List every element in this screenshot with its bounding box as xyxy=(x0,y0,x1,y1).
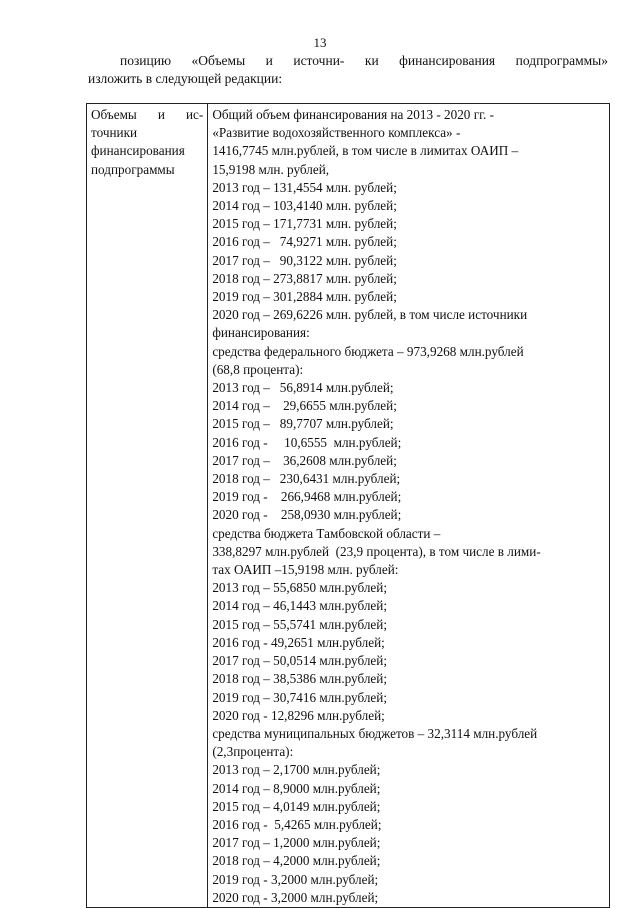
intro-line-2: изложить в следующей редакции: xyxy=(88,71,283,86)
intro-word: «Объемы xyxy=(191,53,246,68)
total-year-line: 2016 год – 74,9271 млн. рублей; xyxy=(212,234,397,250)
intro-word: подпрограммы» xyxy=(515,53,608,68)
federal-year-line: 2014 год – 29,6655 млн.рублей; xyxy=(212,398,397,414)
regional-header-line: средства бюджета Тамбовской области – xyxy=(212,525,441,541)
label-line xyxy=(91,106,203,124)
municipal-year-line: 2015 год – 4,0149 млн.рублей; xyxy=(212,798,381,814)
regional-year-line: 2016 год - 49,2651 млн.рублей; xyxy=(212,634,385,650)
intro-word: и xyxy=(265,53,273,68)
regional-header-line: тах ОАИП –15,9198 млн. рублей: xyxy=(212,562,399,578)
label-cell xyxy=(87,104,208,908)
federal-header-line: (68,8 процента): xyxy=(212,361,304,377)
federal-year-line: 2016 год - 10,6555 млн.рублей; xyxy=(212,434,402,450)
header-line: 1416,7745 млн.рублей, в том числе в лимитах ОАИП – xyxy=(212,143,519,159)
header-line: «Развитие водохозяйственного комплекса» - xyxy=(212,125,461,141)
federal-year-line: 2013 год – 56,8914 млн.рублей; xyxy=(212,380,394,396)
header-line: Общий объем финансирования на 2013 - 2020 гг. - xyxy=(212,107,495,122)
total-year-line: 2014 год – 103,4140 млн. рублей; xyxy=(212,198,397,214)
total-year-line: 2017 год – 90,3122 млн. рублей; xyxy=(212,252,397,268)
municipal-header-line: (2,3процента): xyxy=(212,744,294,760)
intro-word: ки xyxy=(364,53,379,68)
regional-year-line: 2013 год – 55,6850 млн.рублей; xyxy=(212,580,387,596)
total-year-line: финансирования: xyxy=(212,325,310,341)
regional-year-line: 2015 год – 55,5741 млн.рублей; xyxy=(212,616,387,632)
label-word: и xyxy=(157,107,165,122)
content-cell xyxy=(208,104,610,908)
total-year-line: 2020 год – 269,6226 млн. рублей, в том числе источники xyxy=(212,307,528,323)
label-line: подпрограммы xyxy=(91,161,175,177)
municipal-year-line: 2020 год - 3,2000 млн.рублей; xyxy=(212,889,379,905)
intro-paragraph xyxy=(88,52,608,88)
page-number: 13 xyxy=(313,35,327,50)
municipal-year-line: 2019 год - 3,2000 млн.рублей; xyxy=(212,871,379,887)
label-line: финансирования xyxy=(91,143,185,159)
municipal-year-line: 2018 год – 4,2000 млн.рублей; xyxy=(212,853,381,869)
federal-year-line: 2015 год – 89,7707 млн.рублей; xyxy=(212,416,394,432)
table-row xyxy=(87,104,610,908)
label-word: Объемы xyxy=(91,107,137,122)
federal-year-line: 2020 год - 258,0930 млн.рублей; xyxy=(212,507,402,523)
label-word: ис- xyxy=(185,107,204,122)
federal-year-line: 2017 год – 36,2608 млн.рублей; xyxy=(212,452,397,468)
municipal-year-line: 2014 год – 8,9000 млн.рублей; xyxy=(212,780,381,796)
regional-year-line: 2019 год – 30,7416 млн.рублей; xyxy=(212,689,387,705)
total-year-line: 2018 год – 273,8817 млн. рублей; xyxy=(212,270,397,286)
intro-line-1 xyxy=(88,52,608,70)
municipal-year-line: 2013 год – 2,1700 млн.рублей; xyxy=(212,762,381,778)
total-year-line: 2015 год – 171,7731 млн. рублей; xyxy=(212,216,397,232)
total-year-line: 2019 год – 301,2884 млн. рублей; xyxy=(212,289,397,305)
federal-year-line: 2019 год - 266,9468 млн.рублей; xyxy=(212,489,402,505)
federal-header-line: средства федерального бюджета – 973,9268 млн.рублей xyxy=(212,343,524,359)
regional-year-line: 2017 год – 50,0514 млн.рублей; xyxy=(212,653,387,669)
federal-year-line: 2018 год – 230,6431 млн.рублей; xyxy=(212,471,401,487)
intro-word: источни- xyxy=(293,53,345,68)
regional-year-line: 2014 год – 46,1443 млн.рублей; xyxy=(212,598,387,614)
total-year-line: 2013 год – 131,4554 млн. рублей; xyxy=(212,179,397,195)
label-line: точники xyxy=(91,125,138,141)
financing-table xyxy=(86,103,610,908)
municipal-year-line: 2017 год – 1,2000 млн.рублей; xyxy=(212,835,381,851)
header-line: 15,9198 млн. рублей, xyxy=(212,161,330,177)
regional-header-line: 338,8297 млн.рублей (23,9 процента), в том числе в лими- xyxy=(212,543,541,559)
intro-word: позицию xyxy=(120,53,172,68)
regional-year-line: 2018 год – 38,5386 млн.рублей; xyxy=(212,671,387,687)
municipal-header-line: средства муниципальных бюджетов – 32,3114 млн.рублей xyxy=(212,725,538,741)
municipal-year-line: 2016 год - 5,4265 млн.рублей; xyxy=(212,816,382,832)
intro-word: финансирования xyxy=(399,53,496,68)
regional-year-line: 2020 год - 12,8296 млн.рублей; xyxy=(212,707,385,723)
